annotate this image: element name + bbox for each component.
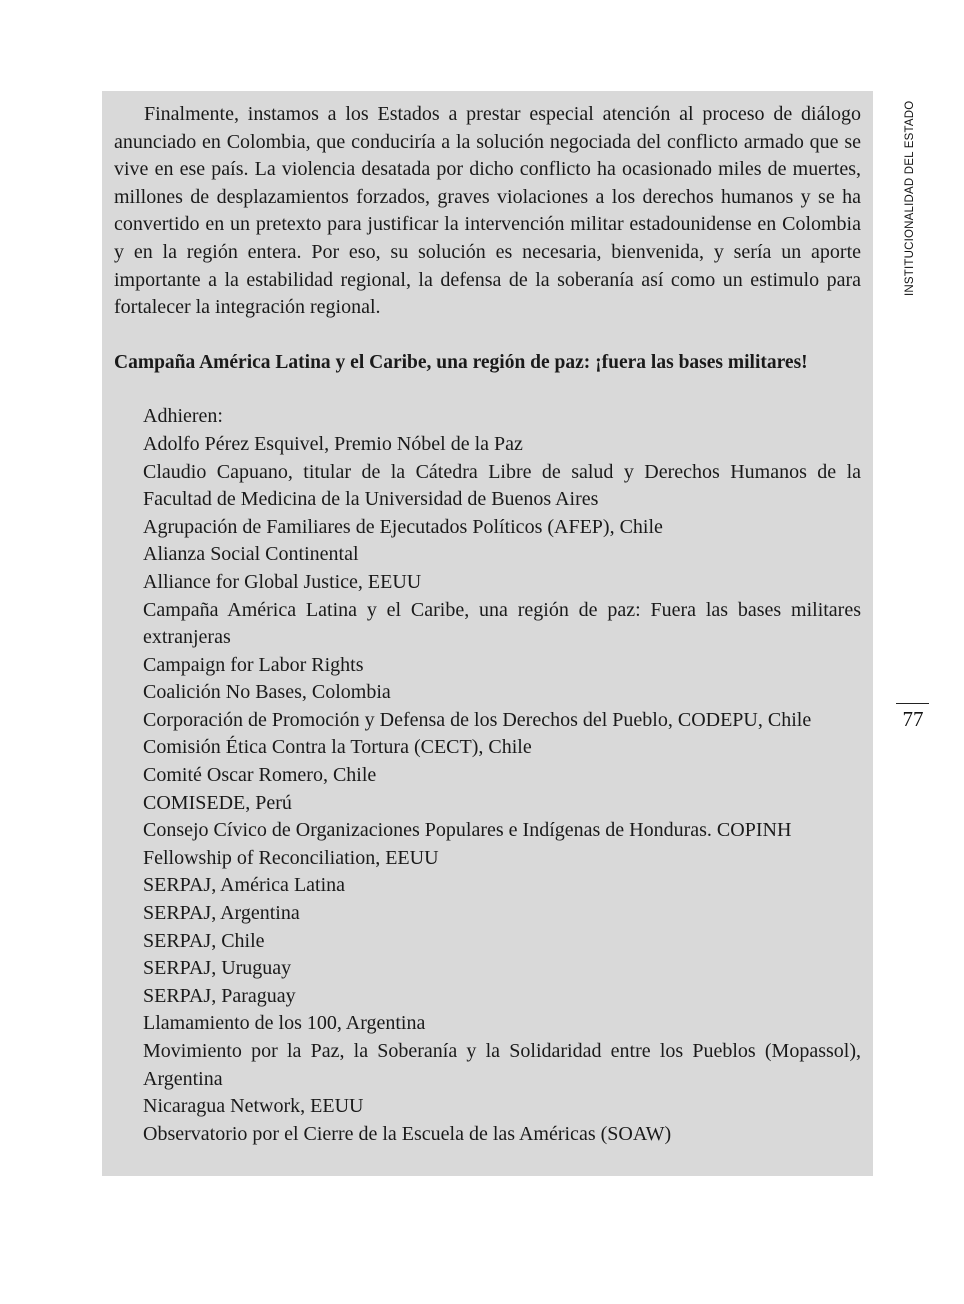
adherent-list	[143, 431, 861, 1148]
list-item: SERPAJ, Uruguay	[143, 957, 292, 980]
list-item: SERPAJ, Argentina	[143, 902, 300, 925]
list-item: Llamamiento de los 100, Argentina	[143, 1012, 426, 1035]
list-item: Coalición No Bases, Colombia	[143, 681, 391, 704]
list-item: Corporación de Promoción y Defensa de los Derechos del Pueblo, CODEPU, Chile	[143, 708, 812, 731]
running-head: INSTITUCIONALIDAD DEL ESTADO	[904, 100, 916, 296]
list-item: SERPAJ, Paraguay	[143, 984, 296, 1007]
list-item: Consejo Cívico de Organizaciones Populares e Indígenas de Honduras. COPINH	[143, 819, 792, 842]
list-item: Alliance for Global Justice, EEUU	[143, 570, 422, 593]
list-item: COMISEDE, Perú	[143, 791, 292, 814]
adherents-title: Adhieren:	[143, 405, 223, 428]
list-item: Adolfo Pérez Esquivel, Premio Nóbel de la Paz	[143, 432, 523, 455]
adherents-section	[143, 403, 861, 1148]
list-item: Agrupación de Familiares de Ejecutados Políticos (AFEP), Chile	[143, 515, 663, 538]
list-item: Fellowship of Reconciliation, EEUU	[143, 846, 439, 869]
list-item: SERPAJ, América Latina	[143, 874, 346, 897]
body-paragraph: Finalmente, instamos a los Estados a prestar especial atención al proceso de diálogo anunciado en Colombia, que conduciría a la solución negociada del conflicto armado que se vive en ese país. La violencia desatada por dicho conflicto ha ocasionado miles de muertes, millones de desplazamientos forzados, graves violaciones a los derechos humanos y se ha convertido en un pretexto para justificar la intervención militar estadounidense en Colombia y en la región entera. Por eso, su solución es necesaria, bienvenida, y sería un aporte importante a la estabilidad regional, la defensa de la soberanía así como un estimulo para fortalecer la integración regional.	[114, 103, 861, 319]
page-number-rule	[896, 703, 929, 704]
list-item: Movimiento por la Paz, la Soberanía y la Solidaridad entre los Pueblos (Mopassol), Argentina	[143, 1040, 861, 1090]
list-item: Comisión Ética Contra la Tortura (CECT), Chile	[143, 736, 532, 759]
list-item: SERPAJ, Chile	[143, 929, 265, 952]
list-item: Observatorio por el Cierre de la Escuela de las Américas (SOAW)	[143, 1122, 672, 1145]
list-item: Claudio Capuano, titular de la Cátedra Libre de salud y Derechos Humanos de la Facultad de Medicina de la Universidad de Buenos Aires	[143, 460, 861, 511]
list-item: Campaign for Labor Rights	[143, 653, 364, 676]
list-item: Comité Oscar Romero, Chile	[143, 764, 377, 787]
list-item: Campaña América Latina y el Caribe, una región de paz: Fuera las bases militares extranjeras	[143, 598, 861, 649]
list-item: Nicaragua Network, EEUU	[143, 1095, 364, 1118]
text-panel	[102, 91, 873, 1176]
campaign-heading: Campaña América Latina y el Caribe, una región de paz: ¡fuera las bases militares!	[114, 351, 808, 373]
list-item: Alianza Social Continental	[143, 543, 359, 566]
page-number: 77	[902, 707, 924, 731]
